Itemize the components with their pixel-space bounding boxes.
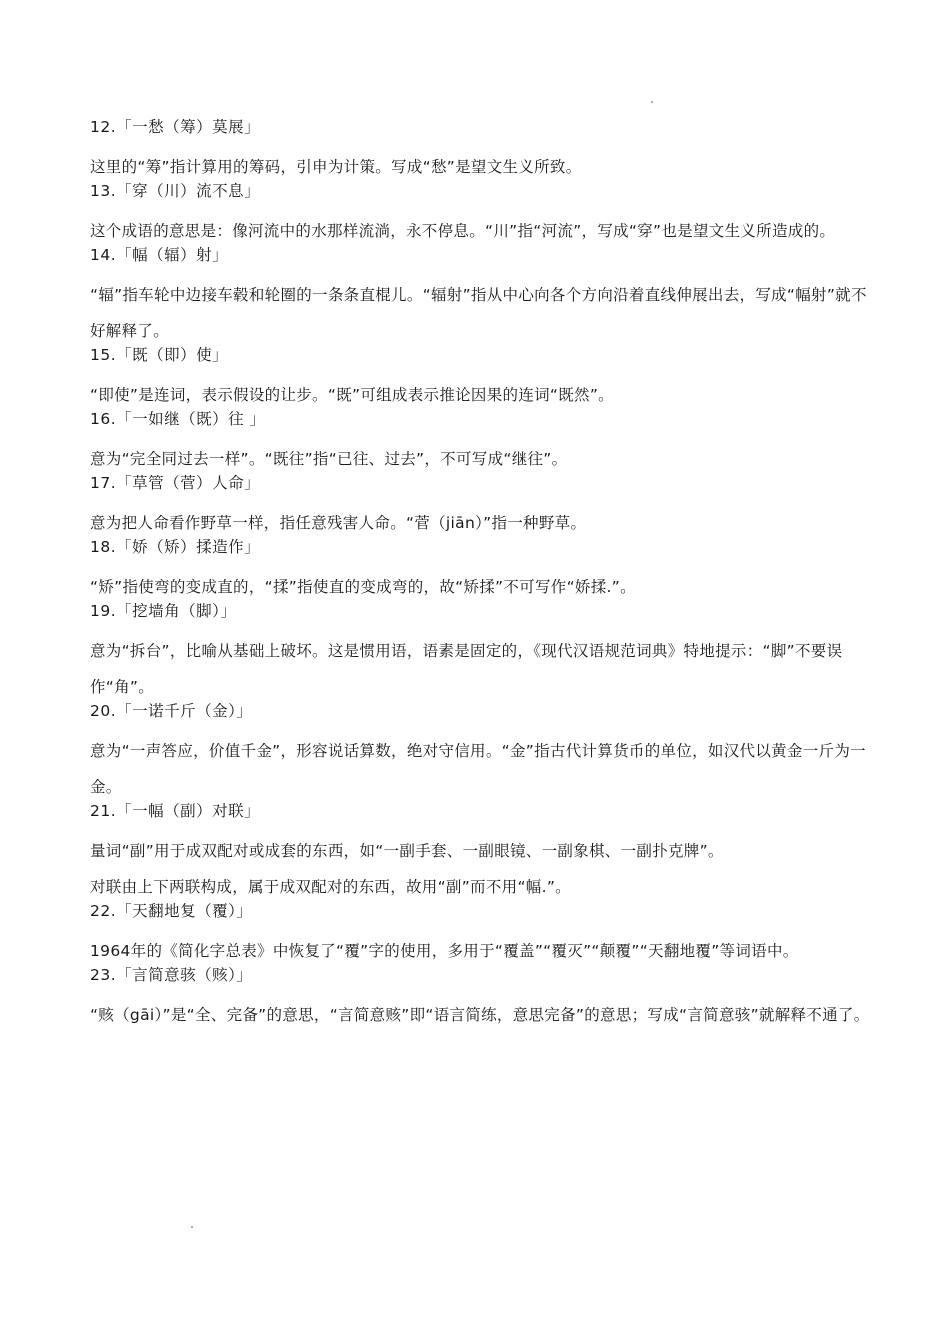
entry-heading: 15.「既（即）使」 — [90, 346, 229, 364]
entry — [90, 537, 870, 605]
entry-explanation: 这里的“筹”指计算用的筹码，引申为计策。写成“愁”是望文生义所致。 — [90, 158, 582, 176]
entry-explanation: “赅（gāi）”是“全、完备”的意思，“言简意赅”即“语言简练，意思完备”的意思；写成“言简意骇”就解释不通了。 — [90, 1006, 870, 1024]
entry-heading: 18.「娇（矫）揉造作」 — [90, 538, 261, 556]
entry-explanation: 对联由上下两联构成，属于成双配对的东西，故用“副”而不用“幅.”。 — [90, 878, 571, 896]
entry-heading: 21.「一幅（副）对联」 — [90, 802, 261, 820]
entry — [90, 409, 870, 477]
entry-heading: 14.「幅（辐）射」 — [90, 246, 229, 264]
document-body — [90, 117, 870, 1033]
entry-explanation: “即使”是连词，表示假设的让步。“既”可组成表示推论因果的连词“既然”。 — [90, 386, 614, 404]
entry-heading: 13.「穿（川）流不息」 — [90, 182, 261, 200]
entry-heading: 19.「挖墙角（脚）」 — [90, 602, 237, 620]
entry — [90, 965, 870, 1033]
entry-explanation: 量词“副”用于成双配对或成套的东西，如“一副手套、一副眼镜、一副象棋、一副扑克牌”。 — [90, 842, 724, 860]
entry-explanation: 意为把人命看作野草一样，指任意残害人命。“菅（jiān）”指一种野草。 — [90, 514, 587, 532]
entry-explanation: 意为“拆台”，比喻从基础上破坏。这是惯用语，语素是固定的，《现代汉语规范词典》特地提示：“脚”不要误作“角”。 — [90, 642, 843, 696]
entry-explanation: “辐”指车轮中边接车毂和轮圈的一条条直棍儿。“辐射”指从中心向各个方向沿着直线伸展出去，写成“幅射”就不好解释了。 — [90, 286, 867, 340]
entry-heading: 20.「一诺千斤（金）」 — [90, 702, 253, 720]
entry-explanation: 意为“一声答应，价值千金”，形容说话算数，绝对守信用。“金”指古代计算货币的单位，如汉代以黄金一斤为一金。 — [90, 742, 866, 796]
entry — [90, 801, 870, 905]
entry-explanation: 1964年的《简化字总表》中恢复了“覆”字的使用，多用于“覆盖”“覆灭”“颠覆”“天翻地覆”等词语中。 — [90, 942, 799, 960]
scan-speck-bottom — [191, 1226, 193, 1228]
entry — [90, 345, 870, 413]
entry — [90, 901, 870, 969]
entry — [90, 601, 870, 705]
entry-heading: 22.「天翻地复（覆）」 — [90, 902, 253, 920]
scan-speck-top — [651, 101, 653, 103]
entry-heading: 17.「草管（菅）人命」 — [90, 474, 261, 492]
entry-explanation: “矫”指使弯的变成直的，“揉”指使直的变成弯的，故“矫揉”不可写作“娇揉.”。 — [90, 578, 636, 596]
entry-heading: 12.「一愁（筹）莫展」 — [90, 118, 261, 136]
entry-explanation: 意为“完全同过去一样”。“既往”指“已往、过去”，不可写成“继往”。 — [90, 450, 568, 468]
entry — [90, 245, 870, 349]
entry-heading: 23.「言简意骇（赅）」 — [90, 966, 253, 984]
entry — [90, 181, 870, 249]
entry-explanation: 这个成语的意思是：像河流中的水那样流淌，永不停息。“川”指“河流”，写成“穿”也是望文生义所造成的。 — [90, 222, 836, 240]
entry-heading: 16.「一如继（既）往 」 — [90, 410, 266, 428]
entry — [90, 701, 870, 805]
entry — [90, 473, 870, 541]
entry — [90, 117, 870, 185]
